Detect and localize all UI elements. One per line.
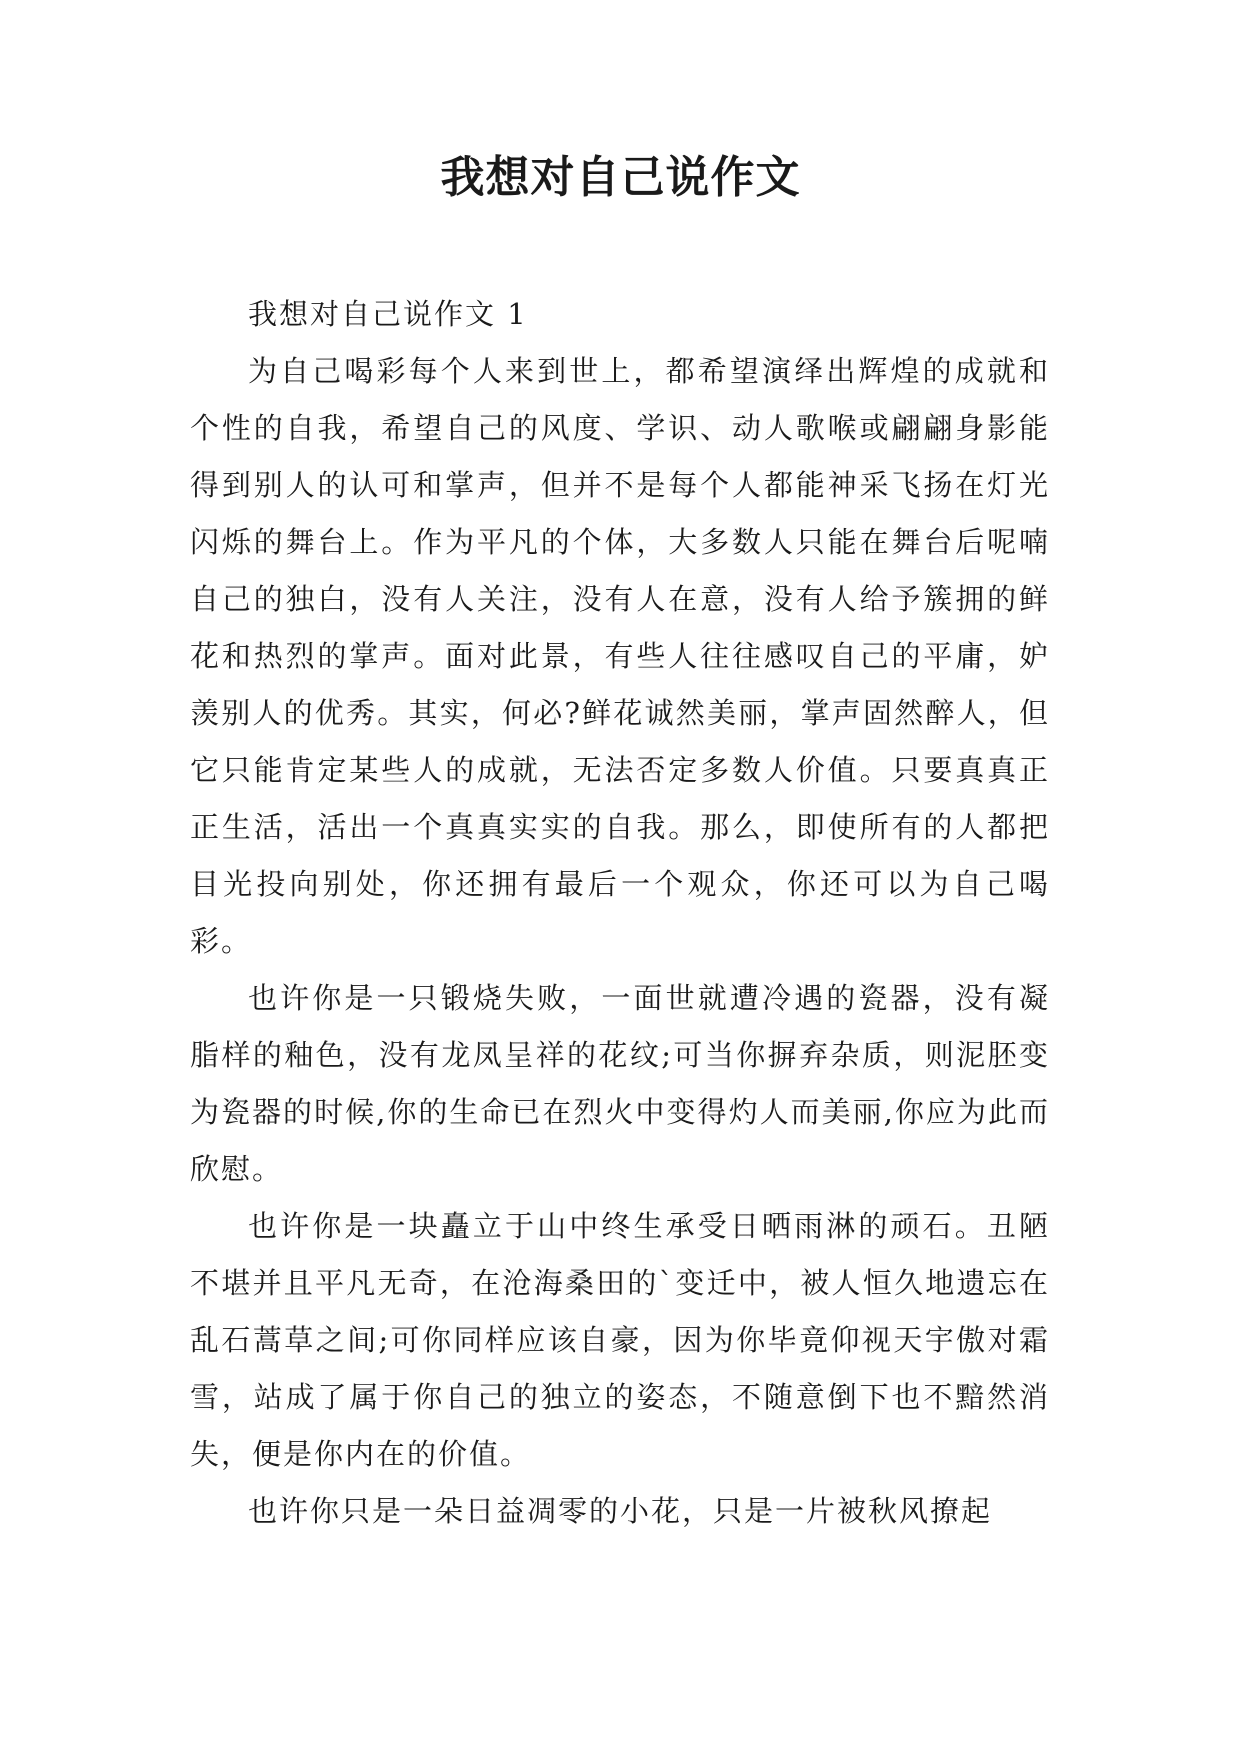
paragraph-1: 为自己喝彩每个人来到世上，都希望演绎出辉煌的成就和个性的自我，希望自己的风度、学识、动人歌喉或翩翩身影能得到别人的认可和掌声，但并不是每个人都能神采飞扬在灯光闪烁的舞台上。作为平凡的个体，大多数人只能在舞台后呢喃自己的独白，没有人关注，没有人在意，没有人给予簇拥的鲜花和热烈的掌声。面对此景，有些人往往感叹自己的平庸，妒羡别人的优秀。其实，何必?鲜花诚然美丽，掌声固然醉人，但它只能肯定某些人的成就，无法否定多数人价值。只要真真正正生活，活出一个真真实实的自我。那么，即使所有的人都把目光投向别处，你还拥有最后一个观众，你还可以为自己喝彩。 bbox=[190, 354, 1050, 958]
document-body bbox=[190, 286, 1050, 1540]
document-title: 我想对自己说作文 bbox=[440, 152, 801, 203]
paragraph-3: 也许你是一块矗立于山中终生承受日晒雨淋的顽石。丑陋不堪并且平凡无奇，在沧海桑田的`变迁中，被人恒久地遗忘在乱石蒿草之间;可你同样应该自豪，因为你毕竟仰视天宇傲对霜雪，站成了属于你自己的独立的姿态，不随意倒下也不黯然消失，便是你内在的价值。 bbox=[190, 1209, 1050, 1471]
paragraph-2: 也许你是一只锻烧失败，一面世就遭冷遇的瓷器，没有凝脂样的釉色，没有龙凤呈祥的花纹;可当你摒弃杂质，则泥胚变为瓷器的时候,你的生命已在烈火中变得灼人而美丽,你应为此而欣慰。 bbox=[190, 981, 1050, 1186]
section-heading: 我想对自己说作文 1 bbox=[248, 297, 528, 331]
paragraph-4: 也许你只是一朵日益凋零的小花，只是一片被秋风撩起 bbox=[248, 1494, 993, 1528]
